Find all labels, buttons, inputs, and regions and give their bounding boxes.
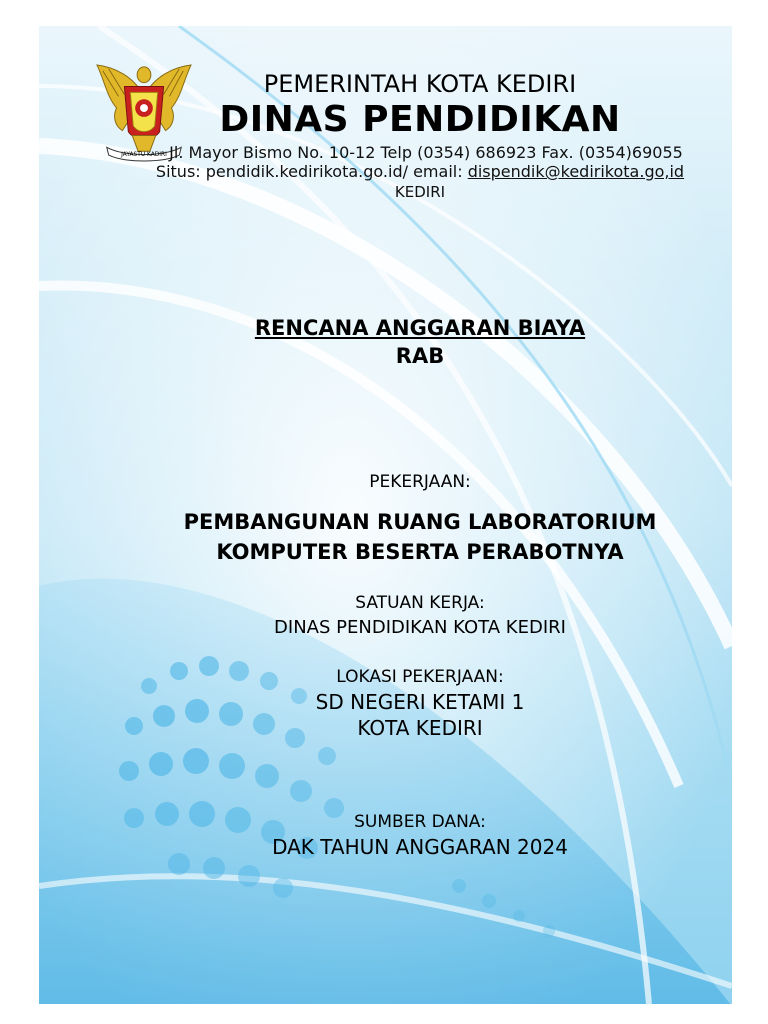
website-text: Situs: pendidik.kedirikota.go.id/ email:: [155, 162, 468, 181]
department-name: DINAS PENDIDIKAN: [219, 99, 621, 140]
document-title: RENCANA ANGGARAN BIAYA: [254, 316, 586, 340]
emblem-motto: JAYASTU KADIRI: [121, 152, 167, 159]
government-name: PEMERINTAH KOTA KEDIRI: [263, 70, 577, 98]
lokasi-school: SD NEGERI KETAMI 1: [315, 690, 525, 714]
email-link[interactable]: dispendik@kedirikota.go,id: [467, 162, 685, 181]
lokasi-label: LOKASI PEKERJAAN:: [336, 667, 504, 687]
satuan-kerja-value: DINAS PENDIDIKAN KOTA KEDIRI: [274, 617, 566, 638]
sumber-dana-value: DAK TAHUN ANGGARAN 2024: [272, 835, 568, 859]
lokasi-city: KOTA KEDIRI: [357, 716, 483, 740]
pekerjaan-title-line2: KOMPUTER BESERTA PERABOTNYA: [216, 540, 624, 564]
header-city: KEDIRI: [394, 183, 446, 201]
document-subtitle: RAB: [395, 344, 445, 368]
satuan-kerja-label: SATUAN KERJA:: [355, 593, 485, 613]
pekerjaan-title-line1: PEMBANGUNAN RUANG LABORATORIUM: [183, 510, 657, 534]
office-address: Jl. Mayor Bismo No. 10-12 Telp (0354) 686923 Fax. (0354)69055: [169, 143, 683, 162]
website-email-line: [36, 162, 768, 181]
sumber-dana-label: SUMBER DANA:: [354, 812, 486, 832]
pekerjaan-label: PEKERJAAN:: [369, 472, 471, 492]
